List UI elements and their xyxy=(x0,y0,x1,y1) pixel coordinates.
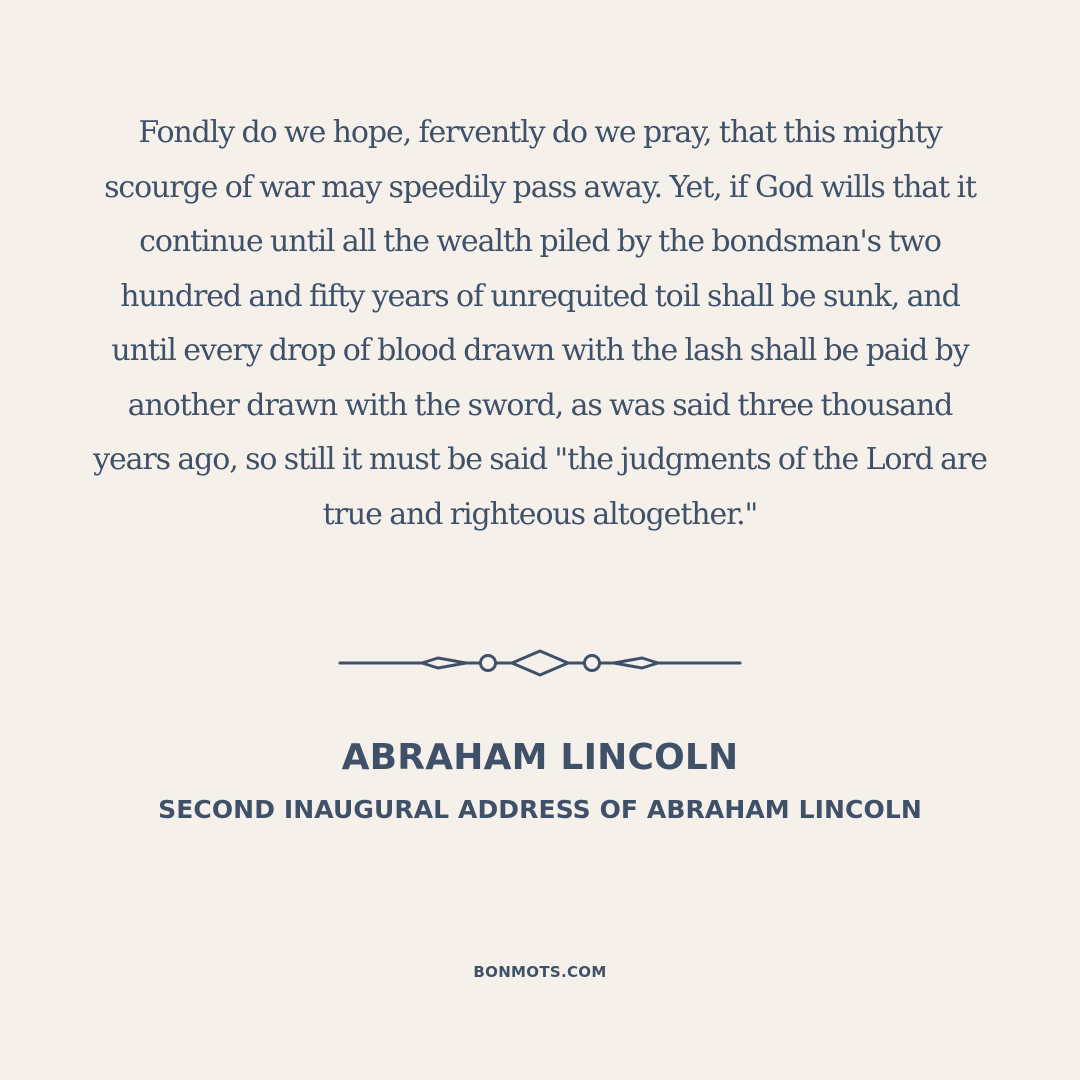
site-credit: BONMOTS.COM xyxy=(473,963,607,981)
quote-text: Fondly do we hope, fervently do we pray, that this mighty scourge of war may speedily pass away. Yet, if God wills that it continue until all the wealth piled by the bondsman's two hundred and fifty years of unrequited toil shall be sunk, and until every drop of blood drawn with the lash shall be paid by another drawn with the sword, as was said three thousand years ago, so still it must be said "the judgments of the Lord are true and righteous altogether." xyxy=(93,115,987,532)
decorative-divider-icon xyxy=(336,648,744,678)
quote-source: SECOND INAUGURAL ADDRESS OF ABRAHAM LINCOLN xyxy=(158,795,922,824)
author-name: ABRAHAM LINCOLN xyxy=(341,737,739,778)
